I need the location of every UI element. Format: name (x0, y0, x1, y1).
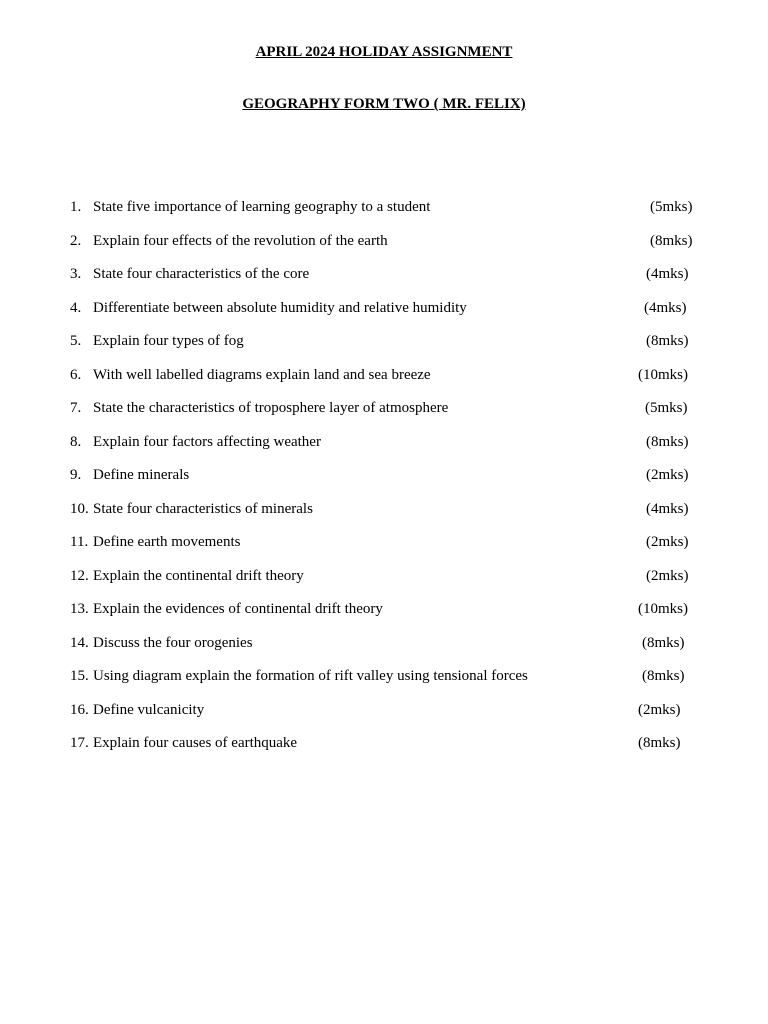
question-text: Explain four effects of the revolution of the earth (93, 232, 388, 249)
question-text: Explain four types of fog (93, 333, 244, 349)
question-number: 7. (70, 400, 82, 416)
question-item (0, 567, 768, 601)
question-number: 17. (70, 735, 89, 751)
question-text: Discuss the four orogenies (93, 634, 253, 651)
question-text: State the characteristics of troposphere layer of atmosphere (93, 400, 449, 416)
question-text: State five importance of learning geography to a student (93, 199, 431, 215)
question-number: 10. (70, 500, 89, 517)
question-text: Explain four factors affecting weather (93, 433, 321, 450)
question-number: 15. (70, 668, 89, 684)
question-number: 4. (70, 299, 82, 316)
question-text: Explain four causes of earthquake (93, 735, 298, 751)
question-marks: (8mks) (646, 333, 689, 349)
question-text: Explain the continental drift theory (93, 567, 304, 584)
question-text: Define vulcanicity (93, 701, 205, 718)
question-number: 5. (70, 333, 82, 349)
question-text: Define earth movements (93, 534, 241, 550)
question-marks: (8mks) (642, 634, 685, 651)
question-number: 13. (70, 601, 89, 617)
question-marks: (2mks) (646, 467, 689, 483)
question-item (0, 466, 768, 500)
question-item (0, 667, 768, 701)
question-marks: (2mks) (646, 567, 689, 584)
question-item (0, 634, 768, 668)
question-text: With well labelled diagrams explain land and sea breeze (93, 366, 431, 383)
question-number: 2. (70, 232, 82, 249)
question-marks: (4mks) (646, 266, 689, 282)
question-number: 11. (70, 534, 89, 550)
question-marks: (2mks) (638, 701, 681, 718)
question-number: 14. (70, 634, 89, 651)
question-item (0, 265, 768, 299)
question-marks: (8mks) (650, 232, 693, 249)
question-text: State four characteristics of minerals (93, 500, 313, 517)
question-item (0, 500, 768, 534)
question-number: 3. (70, 266, 82, 282)
question-item (0, 232, 768, 266)
question-marks: (4mks) (644, 299, 687, 316)
question-marks: (8mks) (638, 735, 681, 751)
question-marks: (2mks) (646, 534, 689, 550)
question-item (0, 399, 768, 433)
assignment-title: APRIL 2024 HOLIDAY ASSIGNMENT (255, 44, 513, 60)
question-item (0, 198, 768, 232)
question-number: 8. (70, 433, 82, 450)
question-text: State four characteristics of the core (93, 266, 310, 282)
question-marks: (10mks) (638, 601, 688, 617)
question-number: 12. (70, 567, 89, 584)
question-item (0, 366, 768, 400)
question-text: Explain the evidences of continental drift theory (93, 601, 383, 617)
question-marks: (5mks) (645, 400, 688, 416)
question-number: 1. (70, 199, 82, 215)
question-item (0, 734, 768, 768)
question-item (0, 701, 768, 735)
question-item (0, 332, 768, 366)
question-text: Define minerals (93, 467, 190, 483)
question-marks: (8mks) (642, 668, 685, 684)
assignment-subtitle: GEOGRAPHY FORM TWO ( MR. FELIX) (242, 96, 526, 112)
question-item (0, 299, 768, 333)
question-text: Using diagram explain the formation of rift valley using tensional forces (93, 668, 528, 684)
question-text: Differentiate between absolute humidity and relative humidity (93, 299, 467, 316)
question-item (0, 533, 768, 567)
question-number: 6. (70, 366, 82, 383)
question-item (0, 433, 768, 467)
question-list (0, 198, 768, 768)
question-marks: (10mks) (638, 366, 688, 383)
question-marks: (4mks) (646, 500, 689, 517)
question-number: 9. (70, 467, 82, 483)
question-item (0, 600, 768, 634)
question-number: 16. (70, 701, 89, 718)
question-marks: (5mks) (650, 199, 693, 215)
question-marks: (8mks) (646, 433, 689, 450)
